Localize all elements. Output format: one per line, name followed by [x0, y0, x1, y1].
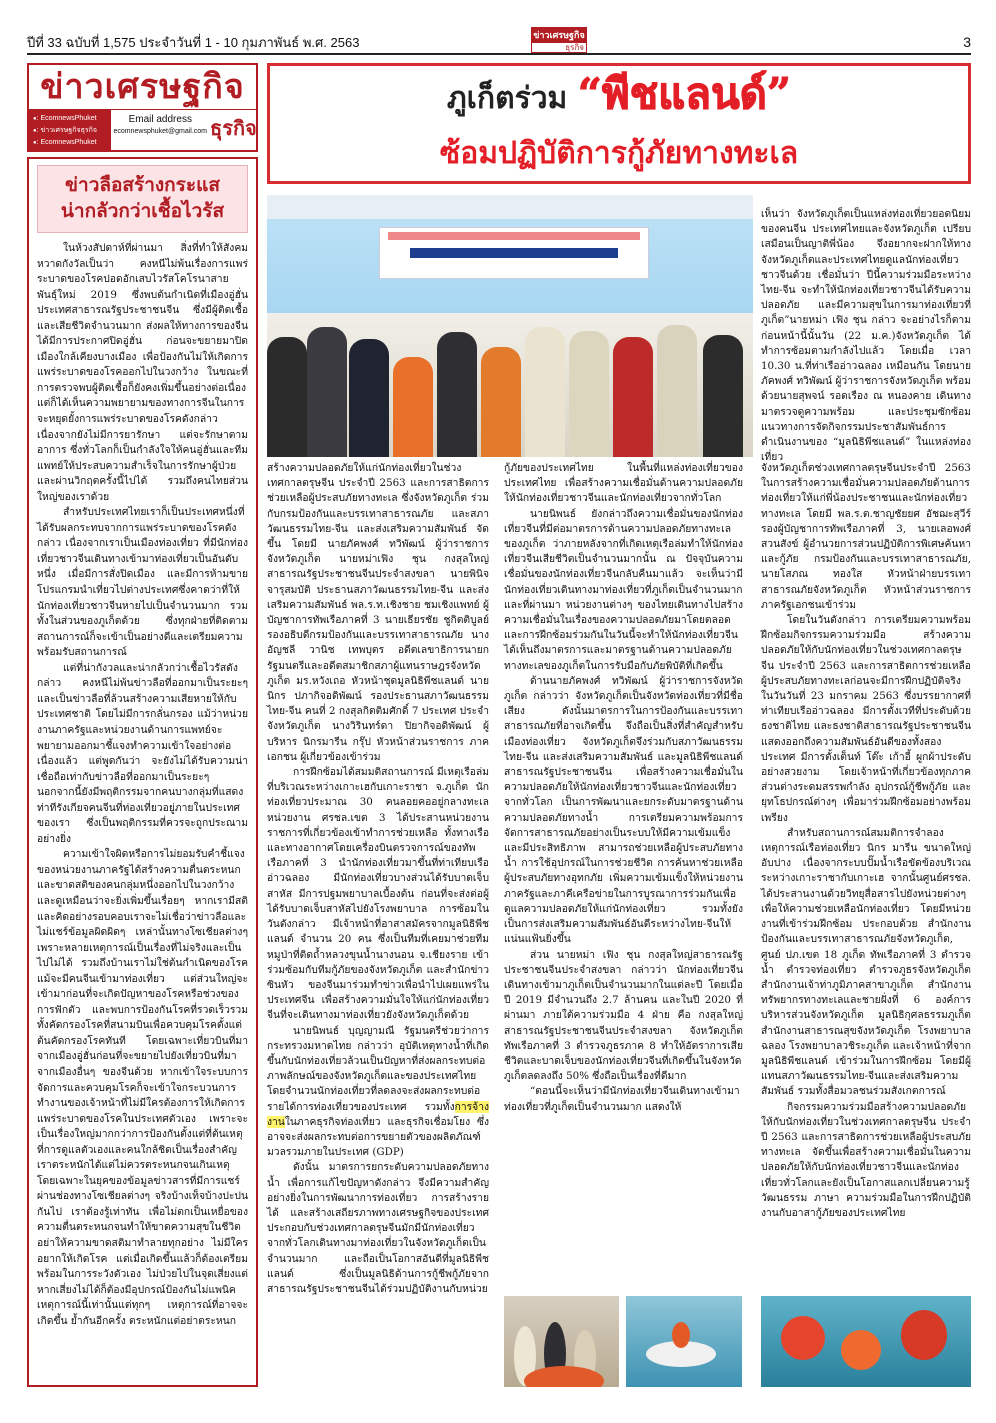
- person-figure: [525, 327, 565, 457]
- highlighted-text: การจ้างงาน: [267, 1100, 489, 1128]
- mini-logo-top: ข่าวเศรษฐกิจ: [532, 28, 586, 43]
- article-column-a: [267, 461, 489, 1389]
- article-paragraph: ดังนั้น มาตรการยกระดับความปลอดภัยทางน้ำ เพื่อการแก้ไขปัญหาดังกล่าว จึงมีความสำคัญอย่างยิ่งในการพัฒนาการท่องเที่ยว การสร้างรายได้ และสร้างเสถียรภาพทางเศรษฐกิจของประเทศ ประกอบกับช่วงเทศกาลตรุษจีนมักมีนักท่องเที่ยวจากทั่วโลกเดินทางมาท่องเที่ยวในจังหวัดภูเก็ตเป็นจำนวนมาก และถือเป็นโอกาสอันดีที่มูลนิธิพีชแลนด์ ซึ่งเป็นมูลนิธิด้านการกู้ชีพกู้ภัยจากสาธารณรัฐประชาชนจีนได้ร่วมปฏิบัติงานกับหน่วย: [267, 1161, 489, 1295]
- article-column-b: [504, 461, 743, 1287]
- article-column-c: [761, 461, 971, 1389]
- mini-logo-bottom: ธุรกิจ: [565, 43, 584, 52]
- editorial-paragraph: แต่ที่น่ากังวลและน่ากลัวกว่าเชื้อไวรัสดังกล่าว คงหนีไม่พ้นข่าวลือที่ออกมาเป็นระยะๆ และเป็นข่าวลือที่ล้วนสร้างความเสียหายให้กับประเทศชาติ โดยไม่มีการกลั่นกรอง แม้ว่าหน่วยงานภาครัฐและหน่วยงานด้านการแพทย์จะพยายามออกมาชี้แจงทำความเข้าใจอย่างต่อเนื่องแล้ว แต่พูดกันว่า จะยังไม่ได้รับความน่าเชื่อถือเท่ากับข่าวลือที่ออกมาเป็นระยะๆ นอกจากนี้ยังมีพฤติกรรมจากคนบางกลุ่มที่แสดงท่าทีรังเกียจคนจีนที่ท่องเที่ยวอยู่ภายในประเทศของเรา ซึ่งเป็นพฤติกรรมที่ควรจะถูกประณามอย่างยิ่ง: [37, 661, 248, 845]
- social-links: [29, 110, 111, 150]
- rescuer-figure: [781, 1316, 825, 1360]
- article-text: นายนิพนธ์ บุญญามณี รัฐมนตรีช่วยว่าการกระทรวงมหาดไทย กล่าวว่า อุบัติเหตุทางน้ำที่เกิดขึ้นกับนักท่องเที่ยวล้วนเป็นปัญหาที่ส่งผลกระทบต่อภาพลักษณ์ของจังหวัดภูเก็ตและของประเทศไทย โดยจำนวนนักท่องเที่ยวที่ลดลงจะส่งผลกระทบต่อรายได้การท่องเที่ยวของประเทศ รวมทั้ง: [267, 1024, 489, 1113]
- article-paragraph: ส่วน นายหม่า เฟิง ชุน กงสุลใหญ่สาธารณรัฐประชาชนจีนประจำสงขลา กล่าวว่า นักท่องเที่ยวจีนเดินทางเข้ามาภูเก็ตเป็นจำนวนมากในแต่ละปี โดยเมื่อปี 2019 มีจำนวนถึง 2.7 ล้านคน และในปี 2020 ที่ผ่านมา ภายใต้ความร่วมมือ 4 ฝ่าย คือ กงสุลใหญ่สาธารณรัฐประชาชนจีนประจำสงขลา จังหวัดภูเก็ต ทัพเรือภาคที่ 3 ตำรวจภูธรภาค 8 ทำให้อัตราการเสียชีวิตและบาดเจ็บของนักท่องเที่ยวจีนที่เกิดขึ้นในจังหวัดภูเก็ตลดลงถึง 50% ซึ่งถือเป็นเรื่องที่ดีมาก: [504, 948, 743, 1083]
- line-link[interactable]: ● : ข่าวเศรษฐกิจธุรกิจ: [33, 125, 107, 137]
- photo-officials-inspection: [504, 1296, 619, 1387]
- article-paragraph: สร้างความปลอดภัยให้แก่นักท่องเที่ยวในช่วงเทศกาลตรุษจีน ประจำปี 2563 และการสาธิตการช่วยเหลือผู้ประสบภัยทางทะเล ซึ่งจังหวัดภูเก็ต ร่วมกับกรมป้องกันและบรรเทาสาธารณภัย และสภาวัฒนธรรมไทย-จีน และส่งเสริมความสัมพันธ์ จัดขึ้น โดยมี นายภัคพงศ์ ทวิพัฒน์ ผู้ว่าราชการจังหวัดภูเก็ต นายหม่าเฟิง ชุน กงสุลใหญ่สาธารณรัฐประชาชนจีนประจำสงขลา นายพินิจ จารุสมบัติ ประธานสภาวัฒนธรรมไทย-จีน และส่งเสริมความสัมพันธ์ พล.ร.ท.เชิงชาย ชมเชิงแพทย์ ผู้บัญชาการทัพเรือภาคที่ 3 นายเธียรชัย ชูกิตติบูลย์ รองอธิบดีกรมป้องกันและบรรเทาสาธารณภัย นางอัญชลี วานิช เทพบุตร อดีตเลขาธิการนายกรัฐมนตรีและอดีตสมาชิกสภาผู้แทนราษฎรจังหวัดภูเก็ต มร.หวังเถอ หัวหน้าชุดมูลนิธิพีชแลนด์ นายนิกร ปภากิจอดิพัฒน์ รองประธานสภาวัฒนธรรมไทย-จีน คนที่ 2 กงสุลกิตติมศักดิ์ 7 ประเทศ ประจำจังหวัดภูเก็ต นางวิรินทร์ดา ปิยากิจอดิพัฒน์ ผู้บริหาร นิกรมารีน กรุ๊ป หัวหน้าส่วนราชการ ภาคเอกชน ผู้เกี่ยวข้องเข้าร่วม: [267, 462, 489, 763]
- crowd-image: [267, 305, 753, 457]
- person-figure: [703, 335, 743, 457]
- person-figure: [393, 357, 433, 457]
- editorial-paragraph: ความเข้าใจผิดหรือการไม่ยอมรับคำชี้แจงของหน่วยงานภาครัฐได้สร้างความตื่นตระหนกและขาดสติของคนกลุ่มหนึ่งออกไปในวงกว้าง และดูเหมือนว่าจะยิ่งเพิ่มขึ้นเรื่อยๆ หากเรามีสติและคิดอย่างรอบคอบเราจะไม่เชื่อว่าข่าวลือและไม่แชร์ข้อมูลผิดผิดๆ เหล่านั้นทางโซเชียลต่างๆ เพราะหลายเหตุการณ์เป็นเรื่องที่ไม่จริงและเป็นไปไม่ได้ รวมถึงบ้านเราไม่ใช่ต้นกำเนิดของโรค แม้จะมีคนจีนเข้ามาท่องเที่ยว แต่ส่วนใหญ่จะเข้ามาก่อนที่จะเกิดปัญหาของโรคหรือช่วงของการฟักตัว และพบการป้องกันโรคที่รวดเร็วรวมทั้งคัดกรองโรคที่สนามบินเพื่อควบคุมโรคตั้งแต่ต้นคัดกรองโรคทันที โดยเฉพาะเที่ยวบินที่มาจากเมืองอู่ฮั่นก่อนที่จะขยายไปยังเที่ยวบินที่มาจากเมืองอื่นๆ ของจีนด้วย หากเข้าใจระบบการจัดการและควบคุมโรคก็จะเข้าใจกระบวนการทำงานของเจ้าหน้าที่ไม่มีใครต้องการให้เกิดการแพร่ระบาดของโรคในประเทศตัวเอง เพราะจะเป็นเรื่องใหญ่มากกว่าการป้องกันตั้งแต่ที่ต้นเหตุ ที่การดูแลตัวเองและคนใกล้ชิดเป็นเรื่องสำคัญ เราตระหนักได้แต่ไม่ควรตระหนกจนเกินเหตุ โดยเฉพาะในยุคของข้อมูลข่าวสารที่มีการแชร์ผ่านช่องทางโซเชียลต่างๆ จริงบ้างเท็จบ้างปะปนกันไป เราต้องรู้เท่าทัน เพื่อไม่ตกเป็นเหยื่อของความตื่นตระหนกจนทำให้ขาดความสุขในชีวิตอย่าให้ความขาดสติมาทำลายทุกอย่าง ไม่มีใครอยากให้เกิดโรค แต่เมื่อเกิดขึ้นแล้วก็ต้องเตรียมพร้อมในการระวังตัวเอง ไม่ป่วยไปในจุดเสี่ยงแต่หากเสี่ยงไม่ได้ก็ต้องมีอุปกรณ์ป้องกันไม่แพนิคเหตุการณ์นี้เท่านั้นแต่ทุกๆ เหตุการณ์ที่อาจจะเกิดขึ้น ย้ำกันอีกครั้ง ตระหนักแต่อย่าตระหนก: [37, 848, 248, 1327]
- person-figure: [437, 332, 477, 457]
- main-headline-line1: [270, 69, 968, 119]
- tent-roof: [267, 195, 753, 219]
- person-figure: [569, 331, 609, 457]
- editorial-paragraph: สำหรับประเทศไทยเราก็เป็นประเทศหนึ่งที่ได้รับผลกระทบจากการแพร่ระบาดของโรคดังกล่าว เนื่องจากเราเป็นเมืองท่องเที่ยว ที่มีนักท่องเที่ยวชาวจีนเดินทางเข้ามาท่องเที่ยวเป็นอันดับหนึ่ง เมื่อมีการสั่งปิดเมือง และมีการห้ามขายโปรแกรมนำเที่ยวไปต่างประเทศซึ่งคาดว่าที่ให้นักท่องเที่ยวชาวจีนหายไปเป็นจำนวนมาก รวมทั้งในส่วนของภูเก็ตด้วย ซึ่งทุกฝ่ายที่ติดตามสถานการณ์ก็จะเข้าเป็นอย่างดีและเตรียมความพร้อมรับสถานการณ์: [37, 506, 248, 659]
- banner-text-bar: [410, 248, 618, 258]
- mini-logo: [531, 27, 587, 53]
- email-label: Email address: [128, 114, 192, 125]
- editorial-body: [37, 241, 248, 1329]
- page-header: [27, 31, 971, 55]
- email-address[interactable]: ecomnewsphuket@gmail.com: [113, 128, 207, 135]
- editorial-headline-line1: ข่าวลือสร้างกระแส: [65, 174, 220, 196]
- person-figure: [481, 347, 521, 457]
- masthead-title: ข่าวเศรษฐกิจ: [40, 67, 245, 107]
- rescuer-figure: [901, 1310, 947, 1360]
- editorial-paragraph: ในห้วงสัปดาห์ที่ผ่านมา สิ่งที่ทำให้สังคมหวาดกังวัลเป็นว่า คงหนีไม่พ้นเรื่องการแพร่ระบาดของโรคปอดอักเสบไวรัสโคโรนาสายพันธุ์ใหม่ 2019 ซึ่งพบต้นกำเนิดที่เมืองอู่ฮั่น ประเทศสาธารณรัฐประชาชนจีน ซึ่งมีผู้ติดเชื้อและเสียชีวิตจำนวนมาก ส่งผลให้ทางการของจีนได้มีการประกาศปิดอู่ฮั่น ก่อนจะขยายมาปิดเมืองใกล้เคียงบางเมือง เพื่อป้องกันไม่ให้เกิดการแพร่ระบาดของโรคออกไปในวงกว้าง ในขณะที่การตรวจพบผู้ติดเชื้อก็ยังคงเพิ่มขึ้นอย่างต่อเนื่อง แต่ก็ได้เห็นความพยายามของทางการจีนในการจะหยุดยั้งการแพร่ระบาดของโรคดังกล่าวเนื่องจากยังไม่มีการยารักษา แต่จะรักษาตามอาการ ซึ่งทั่วโลกก็เป็นกำลังใจให้คนอู่ฮั่นและทีมแพทย์ให้ประสบความสำเร็จในการรักษาผู้ป่วยและผ่านวิกฤตครั้งนี้ไปได้ รวมถึงคนไทยส่วนใหญ่ของเราด้วย: [37, 242, 248, 503]
- person-figure: [349, 339, 389, 457]
- photo-water-rescue: [761, 1296, 971, 1387]
- article-text: ในภาคธุรกิจท่องเที่ยว และธุรกิจเชื่อมโยง ซึ่งอาจจะส่งผลกระทบต่อการขยายตัวของผลิตภัณฑ์มวลรวมภายในประเทศ (GDP): [267, 1115, 489, 1159]
- editorial-headline-line2: น่ากลัวกว่าเชื้อไวรัส: [60, 200, 225, 222]
- headline-prefix: ภูเก็ตร่วม: [446, 81, 568, 116]
- issue-line: ปีที่ 33 ฉบับที่ 1,575 ประจำวันที่ 1 - 10 กุมภาพันธ์ พ.ศ. 2563: [27, 34, 360, 50]
- article-paragraph: การฝึกซ้อมได้สมมติสถานการณ์ มีเหตุเรือล่มที่บริเวณระหว่างเกาะเฮกับเกาะราชา จ.ภูเก็ต นักท่องเที่ยวประมาณ 30 คนลอยคออยู่กลางทะเล หน่วยงาน ศรชล.เขต 3 ได้ประสานหน่วยงานราชการที่เกี่ยวข้องเข้าทำการช่วยเหลือ ทั้งทางเรือและทางอากาศโดยเครื่องบินตรวจการณ์ของทัพเรือภาคที่ 3 นำนักท่องเที่ยวมาขึ้นที่ท่าเทียบเรืออ่าวฉลอง มีนักท่องเที่ยวบางส่วนได้รับบาดเจ็บสาหัส มีการปฐมพยาบาลเบื้องต้น ก่อนที่จะส่งต่อผู้ได้รับบาดเจ็บสาหัสไปยังโรงพยาบาล การซ้อมในวันดังกล่าว มีเจ้าหน้าที่อาสาสมัครจากมูลนิธิพีชแลนด์ จำนวน 20 คน ซึ่งเป็นทีมที่เคยมาช่วยทีมหมูป่าที่ติดถ้ำหลวงขุนน้ำนางนอน จ.เชียงราย เข้าร่วมซ้อมกับทีมกู้ภัยของจังหวัดภูเก็ต และสำนักข่าวซินหัว ของจีนมาร่วมทำข่าวเพื่อนำไปเผยแพร่ในประเทศจีน เพื่อสร้างความมั่นใจให้แก่นักท่องเที่ยวจีนที่จะเดินทางมาท่องเที่ยวยังจังหวัดภูเก็ตด้วย: [267, 766, 490, 1022]
- rescuer-figure: [841, 1330, 881, 1370]
- article-paragraph: “ตอนนี้จะเห็นว่ามีนักท่องเที่ยวจีนเดินทางเข้ามาท่องเที่ยวที่ภูเก็ตเป็นจำนวนมาก แสดงให้: [504, 1085, 740, 1113]
- article-paragraph: จังหวัดภูเก็ตช่วงเทศกาลตรุษจีนประจำปี 2563 ในการสร้างความเชื่อมั่นความปลอดภัยด้านการท่องเที่ยวให้แก่พี่น้องประชาชนและนักท่องเที่ยวทางทะเล โดยมี พล.ร.ต.ชาญชัยยศ อัชฌะสุวีร์ รองผู้บัญชาการทัพเรือภาคที่ 3, นายเลอพงศ์ สวนสังข์ ผู้อำนวยการส่วนปฏิบัติการพิเศษค้นหาและกู้ภัย กรมป้องกันและบรรเทาสาธารณภัย, นายโสภณ ทองใส หัวหน้าฝ่ายบรรเทาสาธารณภัยจังหวัดภูเก็ต หัวหน้าส่วนราชการภาครัฐเอกชนเข้าร่วม: [761, 462, 971, 611]
- photo-rescue-jetski: [626, 1296, 742, 1387]
- article-column-right-top: เห็นว่า จังหวัดภูเก็ตเป็นแหล่งท่องเที่ยวยอดนิยมของคนจีน ประเทศไทยและจังหวัดภูเก็ต เปรียบเสมือนเป็นญาติพี่น้อง จึงอยากจะฝากให้ทางจังหวัดภูเก็ตและประเทศไทยดูแลนักท่องเที่ยวชาวจีนด้วย เชื่อมั่นว่า ปีนี้ความร่วมมือระหว่างไทย-จีน จะทำให้นักท่องเที่ยวชาวจีนได้รับความปลอดภัย และมีความสุขในการมาท่องเที่ยวที่ภูเก็ต”นายหม่า เฟิง ชุน กล่าว จะอย่างไรก็ตาม ก่อนหน้านี้นั้นวัน (22 ม.ค.)จังหวัดภูเก็ต ได้ทำการซ้อมตามกำลังไปแล้ว โดยเมื่อ เวลา 10.30 น.ที่ท่าเรืออ่าวฉลอง เหมือนกัน โดยนายภัคพงศ์ ทวิพัฒน์ ผู้ว่าราชการจังหวัดภูเก็ต พร้อมด้วยนายสุพจน์ รอดเรือง ณ หนองคาย เดินทางมาตรวจดูความพร้อม และประชุมซักซ้อมแนวทางการจัดกิจกรรมประชาสัมพันธ์การดำเนินงานของ “มูลนิธิพีชแลนด์” ในแหล่งท่องเที่ยว: [761, 208, 971, 464]
- article-paragraph: สำหรับสถานการณ์สมมติการจำลองเหตุการณ์เรือท่องเที่ยว นิกร มารีน ขนาดใหญ่อับปาง เนื่องจากระบบปั๊มน้ำเรือขัดข้องบริเวณระหว่างเกาะราชากับเกาะเฮ จากนั้นศูนย์ศรชล. ได้ประสานงานด้วยวิทยุสื่อสารไปยังหน่วยต่างๆ เพื่อให้ความช่วยเหลือนักท่องเที่ยว โดยมีหน่วยงานที่เข้าร่วมฝึกซ้อม ประกอบด้วย สำนักงานป้องกันและบรรเทาสาธารณภัยจังหวัดภูเก็ต, ศูนย์ ปภ.เขต 18 ภูเก็ต ทัพเรือภาคที่ 3 ตำรวจน้ำ ตำรวจท่องเที่ยว ตำรวจภูธรจังหวัดภูเก็ต สำนักงานเจ้าท่าภูมิภาคสาขาภูเก็ต สำนักงานทรัพยากรทางทะเลและชายฝั่งที่ 6 องค์การบริหารส่วนจังหวัดภูเก็ต มูลนิธิกุศลธรรมภูเก็ต สำนักงานสาธารณสุขจังหวัดภูเก็ต โรงพยาบาลฉลอง โรงพยาบาลวชิระภูเก็ต และเจ้าหน้าที่จากมูลนิธิพีชแลนด์ เข้าร่วมในการฝึกซ้อม โดยมีผู้แทนสภาวัฒนธรรมไทย-จีนและส่งเสริมความสัมพันธ์ รวมทั้งสื่อมวลชนร่วมสังเกตการณ์: [761, 826, 971, 1098]
- article-paragraph: กิจกรรมความร่วมมือสร้างความปลอดภัยให้กับนักท่องเที่ยวในช่วงเทศกาลตรุษจีน ประจำปี 2563 และการสาธิตการช่วยเหลือผู้ประสบภัยทางทะเล จัดขึ้นเพื่อสร้างความเชื่อมั่นในความปลอดภัยให้กับนักท่องเที่ยวชาวจีนและนักท่องเที่ยวทั่วโลกและยังเป็นโอกาสแลกเปลี่ยนความรู้ วัฒนธรรม ภาษา ความร่วมมือในการฝึกปฏิบัติงานกับอาสากู้ภัยของประเทศไทย: [761, 1100, 971, 1219]
- person-figure: [307, 327, 347, 457]
- person-figure: [657, 325, 697, 457]
- masthead-subtitle: ธุรกิจ: [210, 116, 257, 140]
- page-number: 3: [963, 34, 971, 50]
- article-paragraph: ด้านนายภัคพงศ์ ทวิพัฒน์ ผู้ว่าราชการจังหวัดภูเก็ต กล่าวว่า จังหวัดภูเก็ตเป็นจังหวัดท่องเที่ยวที่มีชื่อเสียง ดังนั้นมาตรการในการป้องกันและบรรเทาสาธารณภัยที่อาจเกิดขึ้น จึงถือเป็นสิ่งที่สำคัญสำหรับเมืองท่องเที่ยว จังหวัดภูเก็ตจึงร่วมกับสภาวัฒนธรรมไทย-จีน และส่งเสริมความสัมพันธ์ และมูลนิธิพีชแลนด์ สาธารณรัฐประชาชนจีน เพื่อสร้างความเชื่อมั่นในความปลอดภัยให้นักท่องเที่ยวชาวจีนและนักท่องเที่ยวจากทั่วโลก เป็นการพัฒนาและยกระดับมาตรฐานด้านความปลอดภัยทางน้ำ การเตรียมความพร้อมการจัดการสาธารณภัยอย่างเป็นระบบให้มีความเข้มแข็งและมีประสิทธิภาพ สามารถช่วยเหลือผู้ประสบภัยทางน้ำ การใช้อุปกรณ์ในการช่วยชีวิต การค้นหาช่วยเหลือผู้ประสบภัยทางอุทกภัย เพิ่มความเข้มแข็งให้หน่วยงานภาครัฐและภาคีเครือข่ายในการบูรณาการร่วมกันเพื่อดูแลความปลอดภัยให้แก่นักท่องเที่ยว รวมทั้งยังเป็นการส่งเสริมความสัมพันธ์อันดีระหว่างไทย-จีนให้แน่นแฟ้นยิ่งขึ้น: [504, 674, 743, 946]
- banner-stripe: [388, 232, 640, 240]
- facebook-link[interactable]: ● : EcomnewsPhuket: [33, 113, 107, 125]
- lead-photo: [267, 195, 753, 457]
- masthead: [27, 63, 258, 152]
- event-banner-image: [379, 227, 649, 279]
- article-paragraph: นายนิพนธ์ ยังกล่าวถึงความเชื่อมั่นของนักท่องเที่ยวจีนที่มีต่อมาตรการด้านความปลอดภัยทางทะเลของภูเก็ต ว่าภายหลังจากที่เกิดเหตุเรือล่มทำให้นักท่องเที่ยวจีนเสียชีวิตเป็นจำนวนมากนั้น ณ ปัจจุบันความเชื่อมั่นของนักท่องเที่ยวจีนกลับคืนมาแล้ว จะเห็นว่ามีนักท่องเที่ยวเดินทางมาท่องเที่ยวที่ภูเก็ตเป็นจำนวนมาก และที่ผ่านมา หน่วยงานต่างๆ ของไทยเดินทางไปสร้างความเชื่อมั่นในเรื่องของความปลอดภัยมาโดยตลอด และการฝึกซ้อมร่วมกันในวันนี้จะทำให้นักท่องเที่ยวจีนได้เห็นถึงมาตรการและมาตรฐานด้านความปลอดภัยทางทะเลของภูเก็ตในการรับมือกับภัยพิบัติที่เกิดขึ้น: [504, 507, 743, 672]
- article-paragraph: กู้ภัยของประเทศไทย ในพื้นที่แหล่งท่องเที่ยวของประเทศไทย เพื่อสร้างความเชื่อมั่นด้านความปลอดภัยให้นักท่องเที่ยวชาวจีนและนักท่องเที่ยวจากทั่วโลก: [504, 462, 743, 505]
- article-paragraph: โดยในวันดังกล่าว การเตรียมความพร้อมฝึกซ้อมกิจกรรมความร่วมมือ สร้างความปลอดภัยให้กับนักท่องเที่ยวในช่วงเทศกาลตรุษจีน ประจำปี 2563 และการสาธิตการช่วยเหลือผู้ประสบภัยทางทะเลก่อนจะมีการฝึกปฏิบัติจริงในวันวันที่ 23 มกราคม 2563 ซึ่งบรรยากาศที่ท่าเทียบเรืออ่าวฉลอง มีการตั้งเวทีที่ประดับด้วยธงชาติไทย และธงชาติสาธารณรัฐประชาชนจีน แสดงออกถึงความสัมพันธ์อันดีของทั้งสองประเทศ มีการตั้งเต็นท์ โต๊ะ เก้าอี้ ผูกผ้าประดับอย่างสวยงาม โดยเจ้าหน้าที่เกี่ยวข้องทุกภาคส่วนต่างระดมสรรพกำลัง อุปกรณ์กู้ชีพกู้ภัย และยุทโธปกรณ์ต่างๆ เพื่อมาร่วมฝึกซ้อมอย่างพร้อมเพรียง: [761, 614, 971, 824]
- editorial-column: [27, 157, 258, 1387]
- headline-highlight: “พีชแลนด์”: [577, 69, 792, 118]
- person-figure: [267, 337, 307, 457]
- twitter-link[interactable]: ● : EcomnewsPhuket: [33, 137, 107, 149]
- email-block: [111, 110, 210, 150]
- main-headline-line2: ซ้อมปฏิบัติการกู้ภัยทางทะเล: [439, 136, 799, 171]
- person-figure: [613, 337, 653, 457]
- main-headline: [267, 63, 971, 184]
- editorial-headline: [37, 165, 248, 233]
- rescuer-figure: [672, 1322, 690, 1348]
- article-paragraph: [267, 1024, 489, 1161]
